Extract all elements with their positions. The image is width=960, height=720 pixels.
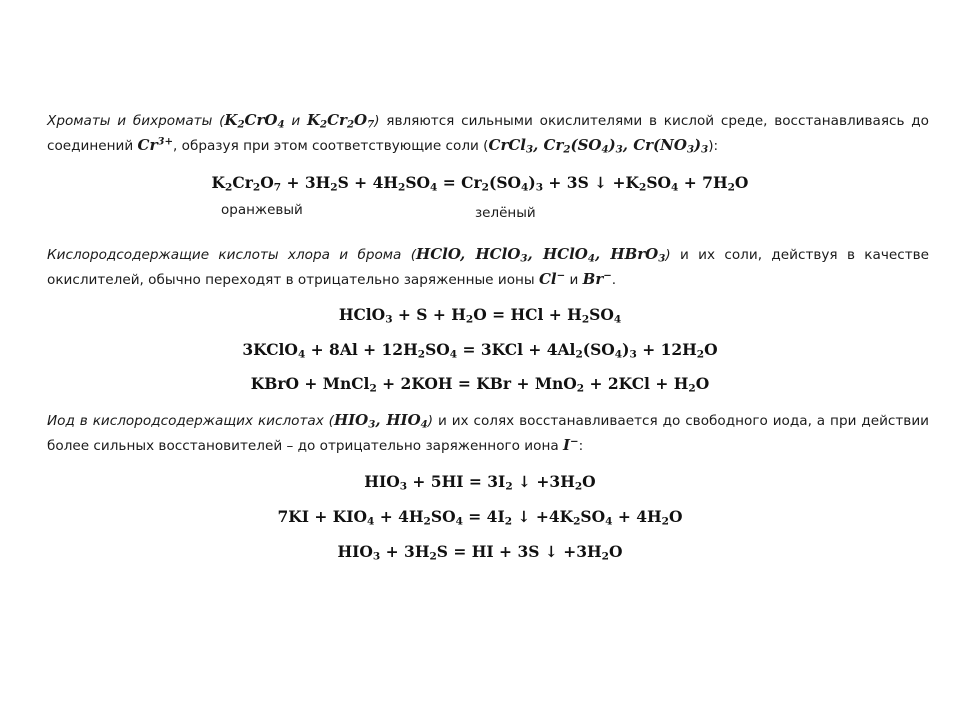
label-orange: оранжевый	[221, 202, 303, 218]
equation-2: HClO$_3$ + $S + H_2O$ = HCl + $H_2SO_4$	[338, 305, 622, 326]
text: )	[665, 247, 671, 263]
ion-cl: Cl−	[538, 269, 566, 288]
text: :	[578, 438, 584, 454]
equation-6: $7KI + KIO_4 + 4H_2SO_4 = 4I_2$ ↓ $+4K_2SO_4 + 4H_2O$	[277, 507, 683, 528]
text: , образуя при этом соответствующие соли (	[173, 138, 489, 154]
formula-k2cr2o7: $K_2Cr_2O_7$	[306, 111, 375, 131]
formula-salts: CrCl$_3$, $Cr_2(SO_4)_3$, $Cr(NO_3)_3$	[488, 136, 709, 156]
text: и	[565, 272, 583, 288]
equation-4: KBrO + MnCl$_2$ + 2KOH = KBr + $MnO_2 + 2KCl + H_2O$	[250, 374, 710, 395]
text: Иод в кислородсодержащих кислотах (	[47, 413, 334, 429]
paragraph-halogen-acids	[47, 242, 929, 292]
text: Кислородсодержащие кислоты хлора и брома (	[47, 247, 417, 263]
ion-cr3: $Cr^{3+}$	[137, 135, 173, 154]
formula-acids: HClO, HClO$_3$, HClO$_4$, HBrO$_3$	[416, 245, 666, 265]
equation-7: $HIO_3 + 3H_2S$ = HI + 3S ↓ $+3H_2O$	[337, 542, 623, 563]
paragraph-iodine	[47, 408, 929, 458]
ion-br: Br−	[582, 269, 612, 288]
text: являются сильными окислителями в кислой среде, восстанавливаясь до соединений	[47, 113, 930, 154]
ion-i: I−	[562, 435, 579, 454]
paragraph-chromates	[47, 108, 929, 158]
text: .	[611, 272, 617, 288]
equation-3: 3KClO$_4$ + $8Al + 12H_2SO_4 = 3KCl + 4Al_2(SO_4)_3 + 12H_2O$	[242, 340, 718, 361]
text: )	[374, 113, 380, 129]
text: и их соли, действуя в качестве окислителей, обычно переходят в отрицательно заряженные ионы	[47, 247, 930, 288]
text: и их солях восстанавливается до свободного иода, а при действии более сильных восстановителей – до отрицательно заряженного иона	[47, 413, 929, 454]
equation-1: $K_2Cr_2O_7 + 3H_2S + 4H_2SO_4 = Cr_2(SO_4)_3 + 3S$ ↓ $+K_2SO_4 + 7H_2O$	[211, 173, 749, 194]
formula-k2cro4: $K_2CrO_4$	[224, 111, 285, 131]
text: Хроматы и бихроматы (	[47, 113, 225, 129]
formula-iodine-acids: $HIO_3$, $HIO_4$	[333, 411, 428, 431]
text: и	[284, 113, 307, 129]
equation-5: $HIO_3 + 5HI = 3I_2$ ↓ $+3H_2O$	[364, 472, 596, 493]
text: ):	[708, 138, 719, 154]
label-green: зелёный	[475, 205, 536, 221]
text: )	[427, 413, 434, 429]
